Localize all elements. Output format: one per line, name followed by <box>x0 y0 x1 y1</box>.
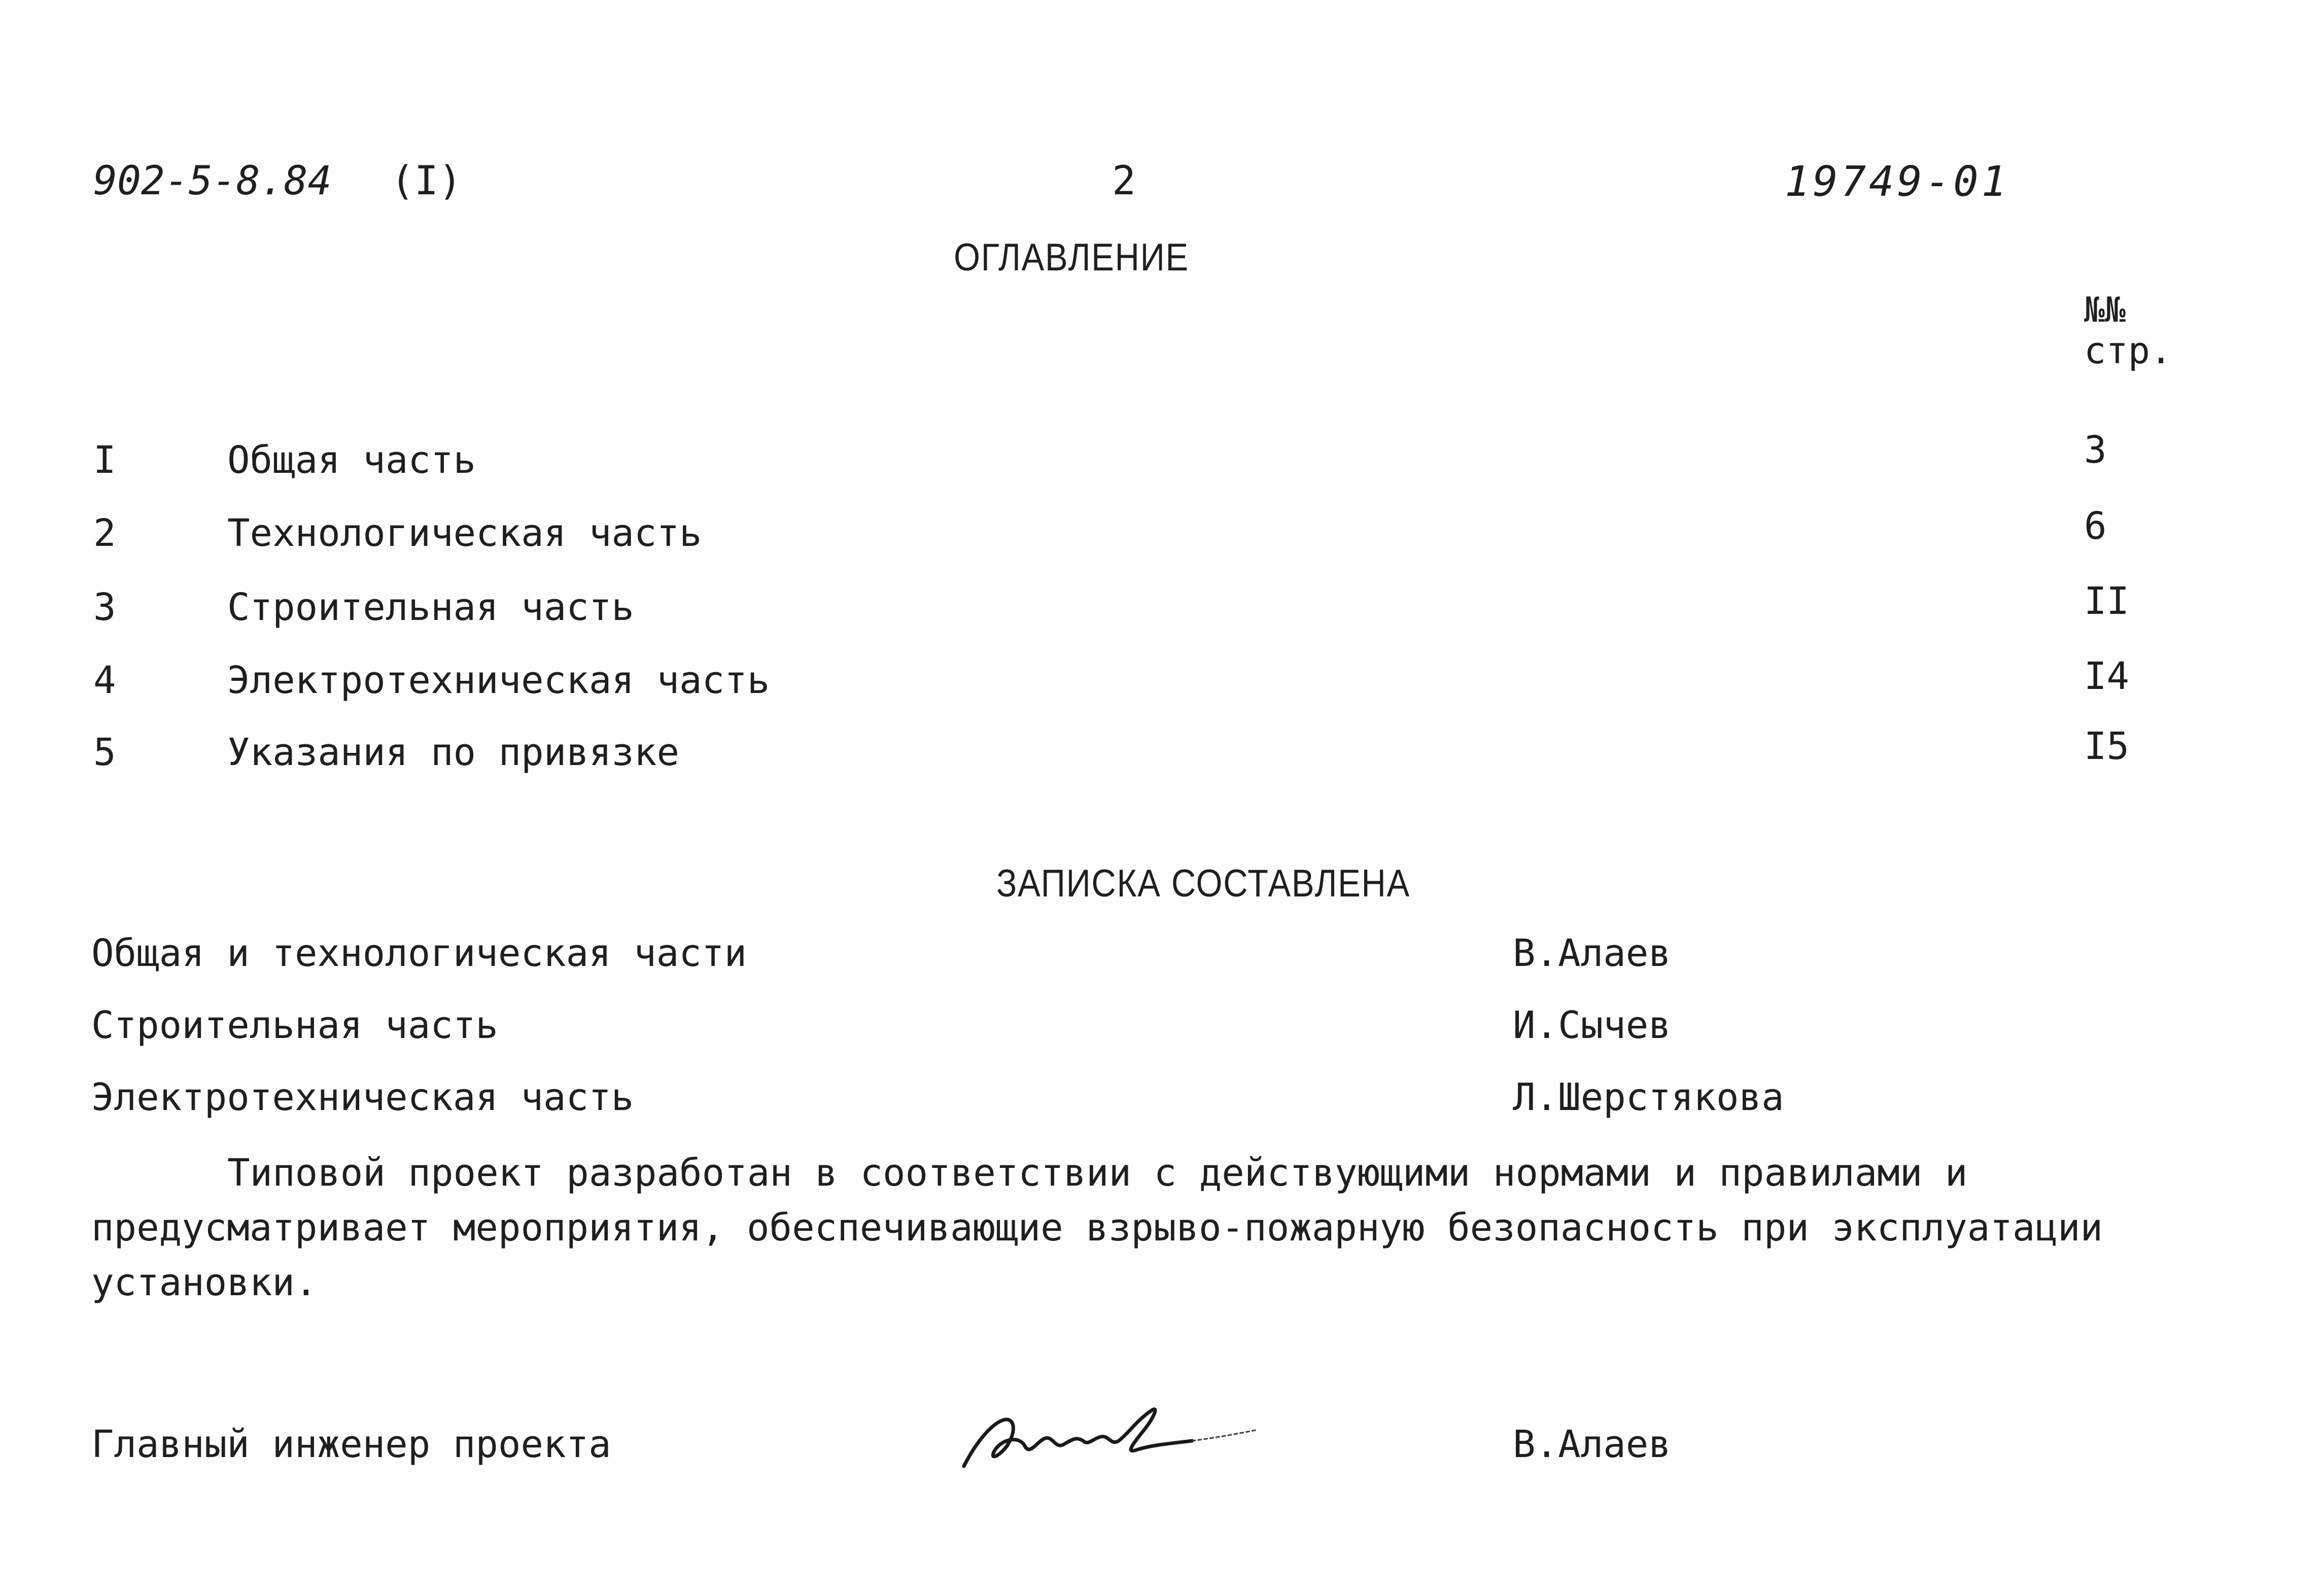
document-code: 902-5-8.84 <box>93 158 332 204</box>
handwritten-signature <box>954 1390 1289 1481</box>
toc-row-page: I5 <box>2084 724 2130 768</box>
author-part: Электротехническая часть <box>91 1076 634 1119</box>
toc-row-label: Технологическая часть <box>227 511 702 555</box>
toc-row-label: Общая часть <box>227 438 476 482</box>
author-name: И.Сычев <box>1513 1003 1671 1047</box>
toc-column-page-label: стр. <box>2084 329 2172 372</box>
signoff-role: Главный инженер проекта <box>91 1423 611 1466</box>
toc-row-page: I4 <box>2084 654 2130 698</box>
author-name: В.Алаев <box>1513 931 1671 975</box>
toc-row-number: 4 <box>93 659 116 702</box>
toc-row-number: 2 <box>93 511 116 555</box>
toc-row-label: Строительная часть <box>227 585 634 629</box>
toc-row-number: 3 <box>93 585 116 629</box>
compliance-note-line: Типовой проект разработан в соответствии с действующими нормами и правилами и <box>227 1151 1968 1195</box>
toc-row-number: I <box>93 438 116 482</box>
page-number: 2 <box>1112 158 1136 204</box>
toc-row-page: 6 <box>2084 504 2107 548</box>
toc-row-label: Электротехническая часть <box>227 659 770 702</box>
author-part: Общая и технологическая части <box>91 931 747 975</box>
toc-row-page: 3 <box>2084 428 2107 472</box>
compliance-note-line: предусматривает мероприятия, обеспечивающие взрыво-пожарную безопасность при эксплуатации <box>91 1206 2103 1250</box>
inventory-number: 19749-01 <box>1785 158 2009 206</box>
toc-column-no-label: №№ <box>2084 290 2126 330</box>
author-name: Л.Шерстякова <box>1513 1076 1784 1119</box>
toc-row-label: Указания по привязке <box>227 731 680 774</box>
toc-row-number: 5 <box>93 731 116 774</box>
document-part: (I) <box>391 158 462 204</box>
author-part: Строительная часть <box>91 1003 498 1047</box>
signoff-name: В.Алаев <box>1513 1423 1671 1466</box>
compliance-note-line: установки. <box>91 1261 318 1304</box>
toc-title: ОГЛАВЛЕНИЕ <box>954 236 1189 279</box>
toc-row-page: II <box>2084 579 2130 623</box>
authors-title: ЗАПИСКА СОСТАВЛЕНА <box>996 862 1410 905</box>
compliance-note <box>91 1146 2121 1310</box>
